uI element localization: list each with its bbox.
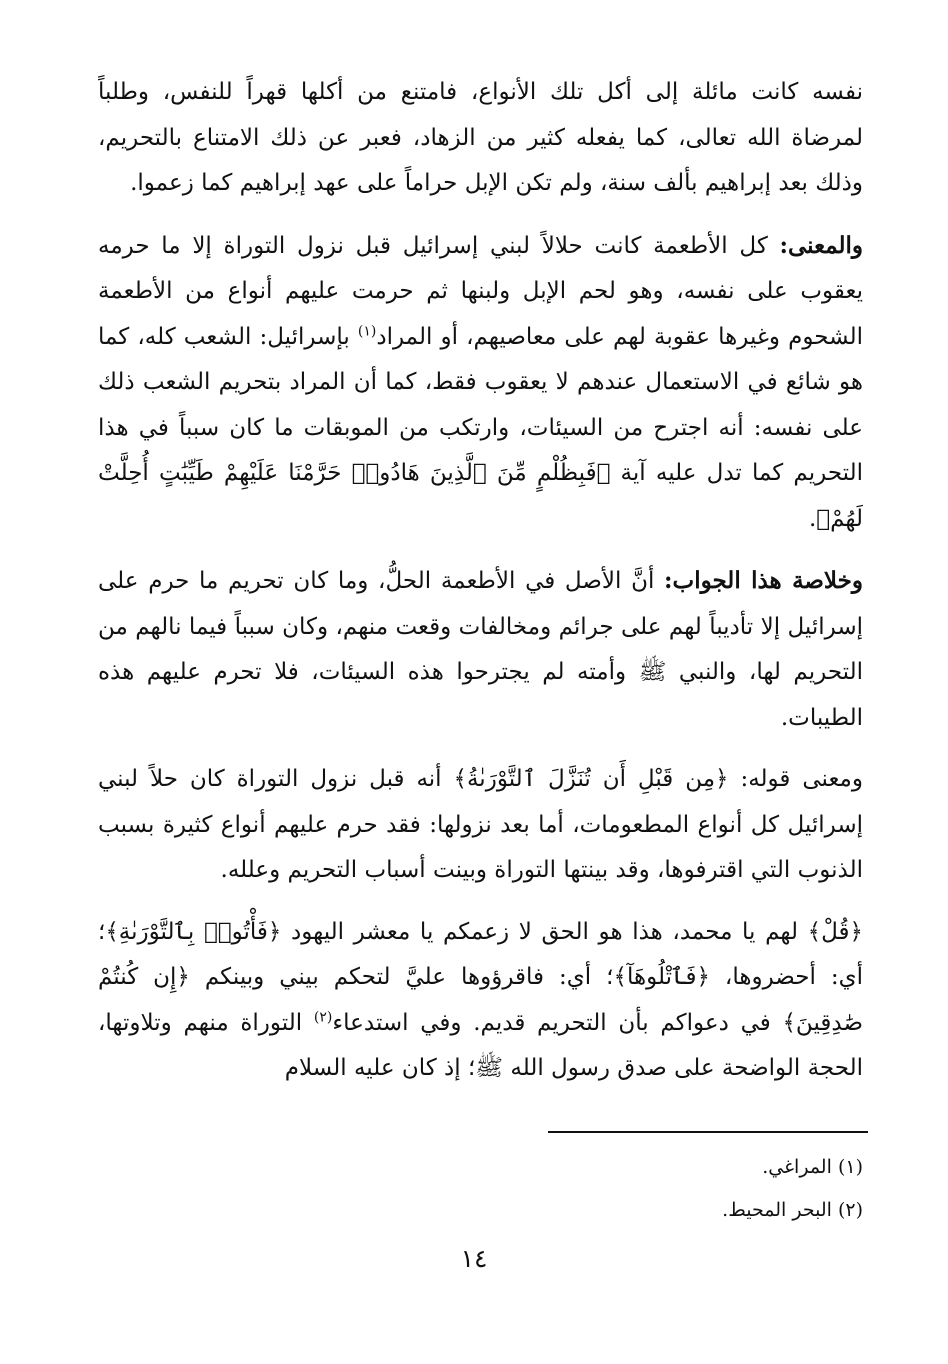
footnote-divider (548, 1131, 868, 1133)
quran-verse: ﴿قُلْ﴾ (807, 918, 863, 945)
footnote-text: المراغي. (762, 1156, 832, 1178)
paragraph-2-text-b: بإسرائيل: الشعب كله، كما هو شائع في الاستعمال عندهم لا يعقوب فقط، كما أن المراد بتحريم الشعب ذلك على نفسه: أنه اجترح من السيئات، وارتكب من الموبقات ما كان سبباً في هذا التحريم كما تدل عليه آية (98, 323, 864, 486)
paragraph-3-lead: وخلاصة هذا الجواب: (664, 567, 863, 594)
paragraph-3-text: أنَّ الأصل في الأطعمة الحلُّ، وما كان تحريم ما حرم على إسرائيل إلا تأديباً لهم على جرائم ومخالفات وقعت منهم، وكان سبباً فيما نالهم من التحريم لها، والنبي ﷺ وأمته لم يجترحوا هذه السيئات، فلا تحرم عليهم هذه الطيبات. (98, 568, 863, 731)
quran-verse: ﴿فَبِظُلْمٍ مِّنَ ٱلَّذِينَ هَادُوا۟ حَرَّمْنَا عَلَيْهِمْ طَيِّبَٰتٍ أُحِلَّتْ لَهُمْ﴾ (98, 460, 863, 532)
paragraph-5-text-b: ؛ أي: أحضروها، (98, 918, 863, 990)
paragraph-5-text-c: ؛ أي: فاقرؤوها عليَّ لتحكم بيني وبينكم (189, 964, 614, 990)
paragraph-4 (98, 757, 863, 894)
quran-verse: ﴿فَأْتُوا۟ بِٱلتَّوْرَىٰةِ﴾ (105, 918, 282, 945)
paragraph-5-text-a: لهم يا محمد، هذا هو الحق لا زعمكم يا معشر اليهود (281, 918, 808, 945)
paragraph-5 (98, 910, 863, 1092)
footnote-2 (98, 1189, 863, 1232)
paragraph-2 (98, 223, 863, 543)
quran-verse: ﴿فَٱتْلُوهَآ﴾ (613, 964, 710, 990)
paragraph-2-text-c: . (808, 505, 817, 532)
paragraph-1 (98, 70, 863, 207)
paragraph-2-lead: والمعنى: (779, 231, 863, 259)
paragraph-5-text-e: التوراة منهم وتلاوتها، الحجة الواضحة على صدق رسول الله ﷺ؛ إذ كان عليه السلام (98, 1009, 863, 1081)
paragraph-4-text-b: أنه قبل نزول التوراة كان حلاً لبني إسرائيل كل أنواع المطعومات، أما بعد نزولها: فقد حرم عليهم أنواع كثيرة بسبب الذنوب التي اقترفوها، وقد بينتها التوراة وبينت أسباب التحريم وعلله. (98, 766, 863, 883)
paragraph-4-text-a: ومعنى قوله: (728, 766, 863, 792)
quran-verse: ﴿إِن كُنتُمْ صَٰدِقِينَ﴾ (98, 964, 863, 1036)
footnote-text: البحر المحيط. (722, 1199, 832, 1221)
footnotes (98, 1146, 863, 1232)
paragraph-2-text-a: كل الأطعمة كانت حلالاً لبني إسرائيل قبل نزول التوراة إلا ما حرمه يعقوب على نفسه، وهو لحم الإبل ولبنها ثم حرمت عليهم أنواع من الأطعمة الشحوم وغيرها عقوبة لهم على معاصيهم، أو المراد (98, 232, 864, 350)
page-number: ١٤ (460, 1244, 488, 1273)
footnote-ref-1: (١) (357, 322, 377, 339)
footnote-number: (١) (837, 1156, 863, 1178)
paragraph-1-text: نفسه كانت مائلة إلى أكل تلك الأنواع، فامتنع من أكلها قهراً للنفس، وطلباً لمرضاة الله تعالى، كما يفعله كثير من الزهاد، فعبر عن ذلك الامتناع بالتحريم، وذلك بعد إبراهيم بألف سنة، ولم تكن الإبل حراماً على عهد إبراهيم كما زعموا. (98, 79, 863, 196)
footnote-ref-2: (٢) (313, 1008, 333, 1025)
quran-verse: ﴿مِن قَبْلِ أَن تُنَزَّلَ ٱلتَّوْرَىٰةُ﴾ (453, 766, 729, 792)
footnote-number: (٢) (837, 1199, 863, 1221)
paragraph-3 (98, 558, 863, 741)
footnote-1 (98, 1146, 863, 1189)
paragraph-5-text-d: في دعواكم بأن التحريم قديم. وفي استدعاء (332, 1009, 783, 1036)
